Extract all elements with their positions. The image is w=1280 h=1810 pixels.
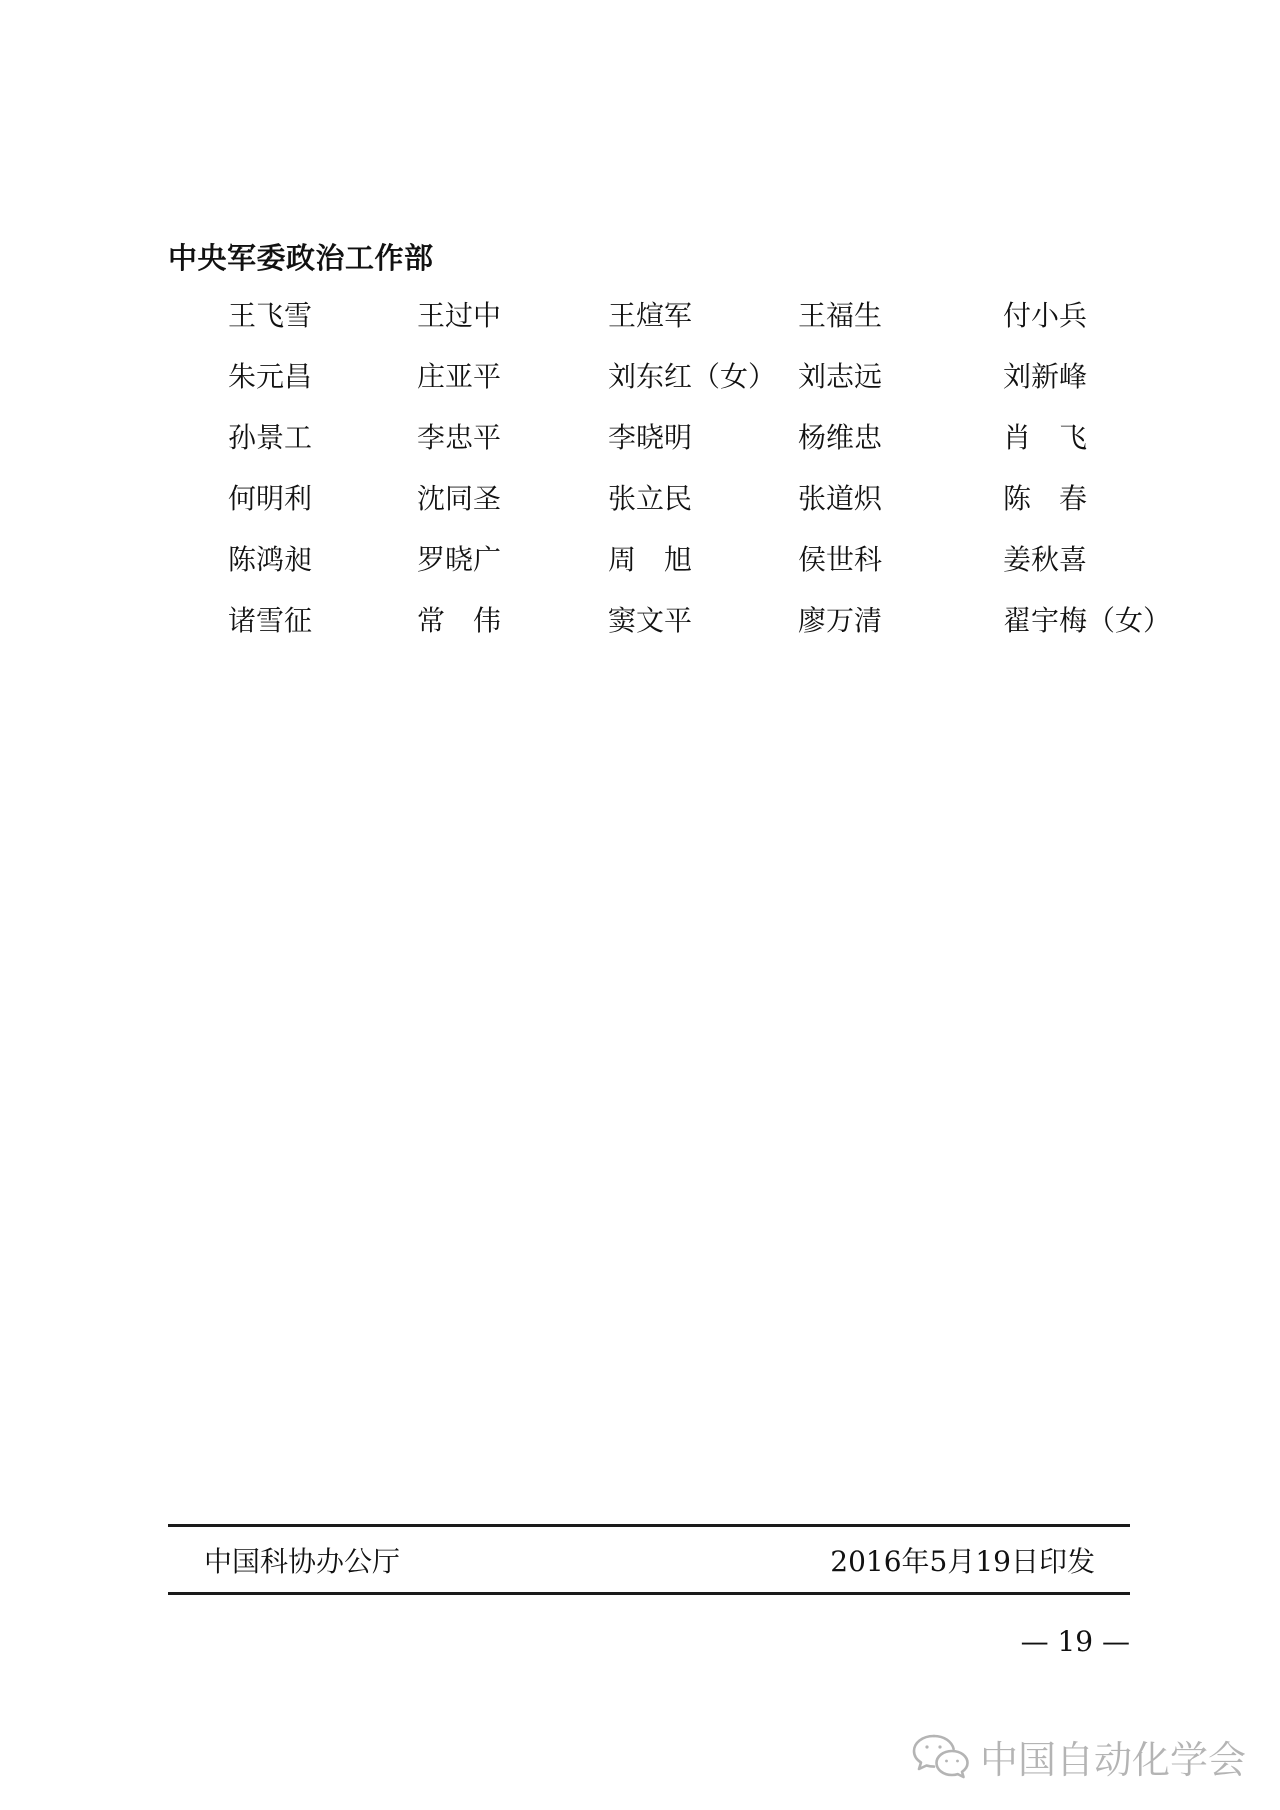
wechat-icon [910, 1730, 974, 1782]
name-row [228, 355, 1188, 416]
name-entry: 杨维忠 [798, 421, 883, 454]
name-entry: 姜秋喜 [1003, 543, 1088, 576]
name-entry: 侯世科 [798, 543, 883, 576]
name-row [228, 477, 1188, 538]
watermark [910, 1728, 1246, 1784]
name-entry: 刘新峰 [1003, 360, 1088, 393]
name-entry: 付小兵 [1003, 299, 1088, 332]
name-entry: 常 伟 [417, 604, 502, 637]
name-entry: 庄亚平 [417, 360, 502, 393]
name-entry: 诸雪征 [228, 604, 313, 637]
footer-bottom-rule [168, 1592, 1130, 1595]
name-row [228, 599, 1188, 660]
name-entry: 周 旭 [608, 543, 693, 576]
watermark-text: 中国自动化学会 [979, 1737, 1246, 1782]
name-entry: 李晓明 [608, 421, 693, 454]
name-entry: 刘东红（女） [608, 360, 777, 393]
name-list [228, 294, 1188, 660]
name-entry: 张立民 [608, 482, 693, 515]
name-entry: 张道炽 [798, 482, 883, 515]
name-entry: 肖 飞 [1003, 421, 1088, 454]
name-entry: 窦文平 [608, 604, 693, 637]
name-entry: 陈鸿昶 [228, 543, 313, 576]
name-entry: 刘志远 [798, 360, 883, 393]
name-entry: 王福生 [798, 299, 883, 332]
name-entry: 沈同圣 [417, 482, 502, 515]
name-entry: 廖万清 [798, 604, 883, 637]
page-number: — 19 — [1020, 1625, 1130, 1658]
section-heading: 中央军委政治工作部 [168, 241, 434, 275]
name-entry: 王过中 [417, 299, 502, 332]
name-row [228, 416, 1188, 477]
name-entry: 孙景工 [228, 421, 313, 454]
name-entry: 朱元昌 [228, 360, 313, 393]
name-entry: 何明利 [228, 482, 313, 515]
name-entry: 李忠平 [417, 421, 502, 454]
name-entry: 王飞雪 [228, 299, 313, 332]
footer-top-rule [168, 1524, 1130, 1527]
issuer-name: 中国科协办公厅 [204, 1545, 401, 1578]
issue-date: 2016年5月19日印发 [830, 1545, 1095, 1578]
name-entry: 陈 春 [1003, 482, 1088, 515]
name-row [228, 538, 1188, 599]
name-row [228, 294, 1188, 355]
name-entry: 翟宇梅（女） [1003, 604, 1172, 637]
name-entry: 王煊军 [608, 299, 693, 332]
name-entry: 罗晓广 [417, 543, 502, 576]
